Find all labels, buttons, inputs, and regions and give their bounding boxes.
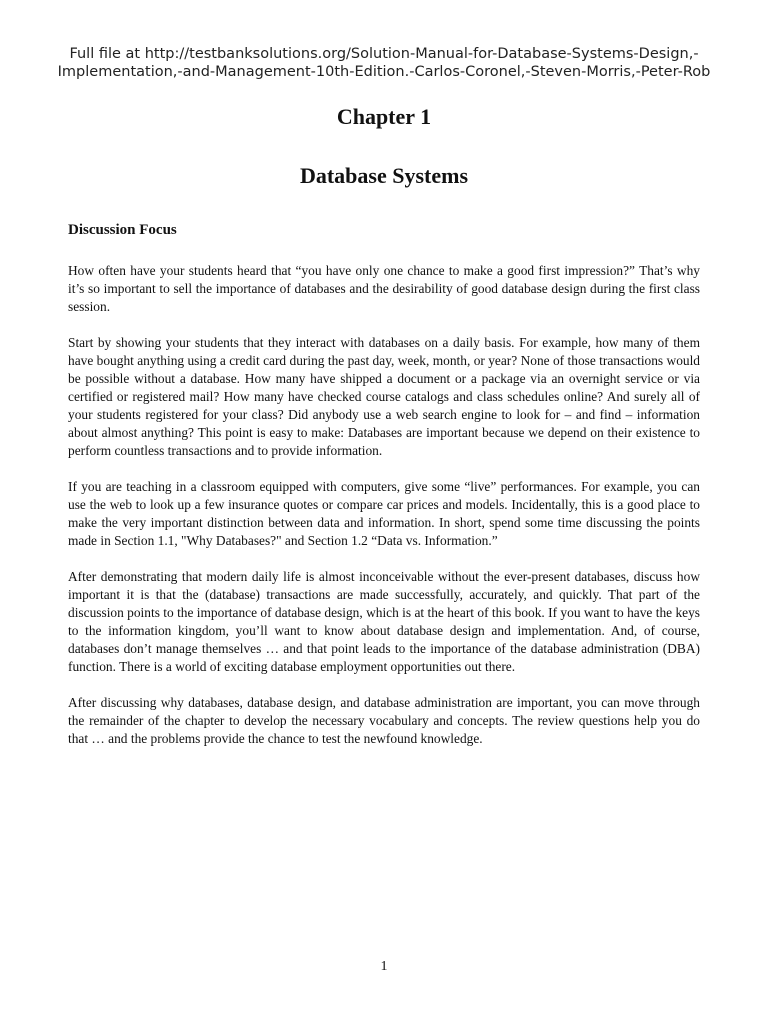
paragraph-5: After discussing why databases, database design, and database administration are important, you can move through the remainder of the chapter to develop the necessary vocabulary and concepts. The review questions help you do that … and the problems provide the chance to test the newfound knowledge.	[68, 695, 700, 746]
paragraph-4: After demonstrating that modern daily life is almost inconceivable without the ever-present databases, discuss how important it is that the (database) transactions are made successfully, accurately, and quickly. That part of the discussion points to the importance of database design, which is at the heart of this book. If you want to have the keys to the information kingdom, you’ll want to know about database design and implementation. And, of course, databases don’t manage themselves … and that point leads to the importance of the database administration (DBA) function. There is a world of exciting database employment opportunities out there.	[68, 569, 700, 674]
header-source-note: Full file at http://testbanksolutions.org/Solution-Manual-for-Database-Systems-Design,-Implementation,-and-Management-10th-Edition.-Carlos-Coronel,-Steven-Morris,-Peter-Rob	[57, 46, 711, 80]
chapter-title: Chapter 1	[336, 104, 432, 129]
discussion-focus-heading: Discussion Focus	[68, 222, 177, 238]
body-text	[68, 262, 700, 766]
page-number: 1	[380, 959, 388, 974]
section-title: Database Systems	[299, 163, 469, 188]
paragraph-2: Start by showing your students that they interact with databases on a daily basis. For example, how many of them have bought anything using a credit card during the past day, week, month, or year? None of those transactions would be possible without a database. How many have shipped a document or a package via an overnight service or via certified or registered mail? How many have checked course catalogs and class schedules online? And surely all of your students registered for your class? Did anybody use a web search engine to look for – and find – information about almost anything? This point is easy to make: Databases are important because we depend on their existence to perform countless transactions and to provide information.	[68, 335, 700, 458]
paragraph-3: If you are teaching in a classroom equipped with computers, give some “live” performances. For example, you can use the web to look up a few insurance quotes or compare car prices and models. Incidentally, this is a good place to make the very important distinction between data and information. In short, spend some time discussing the points made in Section 1.1, "Why Databases?" and Section 1.2 “Data vs. Information.”	[68, 479, 700, 548]
paragraph-1: How often have your students heard that “you have only one chance to make a good first impression?” That’s why it’s so important to sell the importance of databases and the desirability of good database design during the first class session.	[68, 263, 700, 314]
